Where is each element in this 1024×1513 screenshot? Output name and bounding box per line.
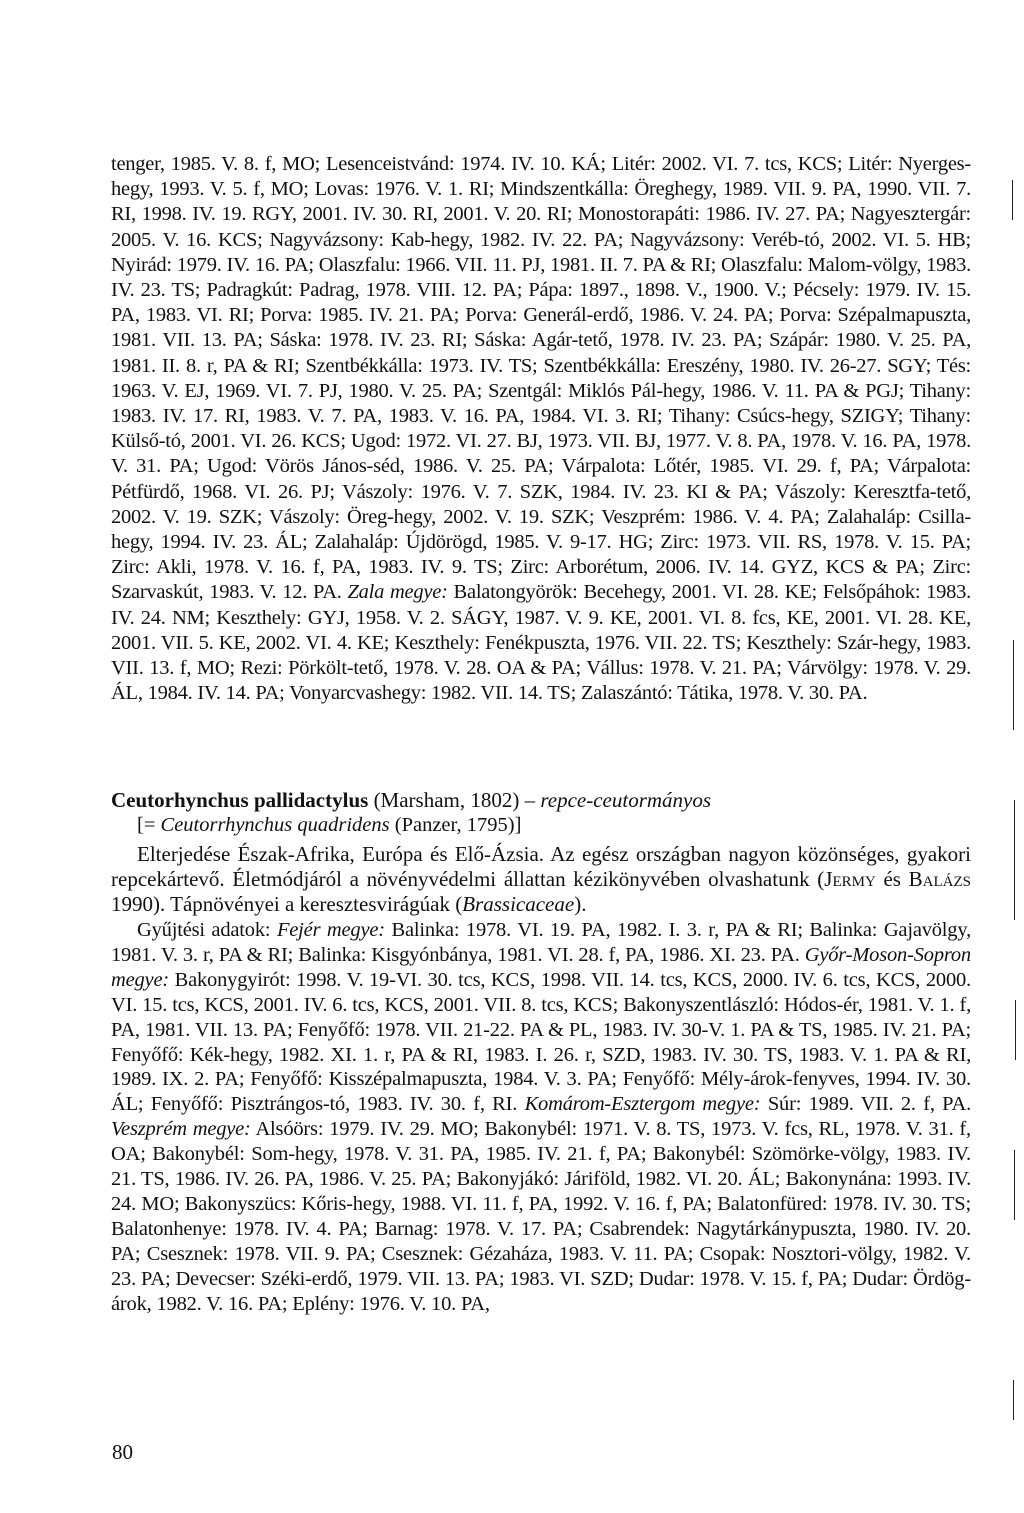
locality-records-paragraph: [111, 152, 971, 706]
page-number: 80: [112, 1440, 133, 1464]
synonym-author: (Panzer, 1795)]: [394, 814, 522, 837]
locality-records-zala: Balatongyörök: Becehegy, 2001. VI. 28. KE; Felsőpáhok: 1983. IV. 24. NM; Keszthely: GYJ, 1958. V. 2. SÁGY, 1987. V. 9. KE, 2001. VI. 8. fcs, KE, 2001. VI. 28. KE, 2001. VII. 5. KE, 2002. VI. 4. KE; Keszthely: Fenékpuszta, 1976. VII. 22. TS; Keszthely: Szár-hegy, 1983. VII. 13. f, MO; Rezi: Pörkölt-tető, 1978. V. 28. OA & PA; Vállus: 1978. V. 21. PA; Várvölgy: 1978. V. 29. ÁL, 1984. IV. 14. PA; Vonyarcvashegy: 1982. VII. 14. TS; Zalaszántó: Tátika, 1978. V. 30. PA.: [111, 581, 971, 705]
species-author: (Marsham, 1802) –: [373, 788, 536, 812]
locality-records-text: tenger, 1985. V. 8. f, MO; Lesenceistvánd: 1974. IV. 10. KÁ; Litér: 2002. VI. 7. tcs, KCS; Litér: Nyerges-hegy, 1993. V. 5. f, MO; Lovas: 1976. V. 1. RI; Mindszentkálla: Öreghegy, 1989. VII. 9. PA, 1990. VII. 7. RI, 1998. IV. 19. RGY, 2001. IV. 30. RI, 2001. V. 20. RI; Monostorapáti: 1986. IV. 27. PA; Nagyesztergár: 2005. V. 16. KCS; Nagyvázsony: Kab-hegy, 1982. IV. 22. PA; Nagyvázsony: Veréb-tó, 2002. VI. 5. HB; Nyirád: 1979. IV. 16. PA; Olaszfalu: 1966. VII. 11. PJ, 1981. II. 7. PA & RI; Olaszfalu: Malom-völgy, 1983. IV. 23. TS; Padragkút: Padrag, 1978. VIII. 12. PA; Pápa: 1897., 1898. V., 1900. V.; Pécsely: 1979. IV. 15. PA, 1983. VI. RI; Porva: 1985. IV. 21. PA; Porva: Generál-erdő, 1986. V. 24. PA; Porva: Szépalmapuszta, 1981. VII. 13. PA; Sáska: 1978. IV. 23. RI; Sáska: Agár-tető, 1978. IV. 23. PA; Szápár: 1980. V. 25. PA, 1981. II. 8. r, PA & RI; Szentbékkálla: 1973. IV. TS; Szentbékkálla: Ereszény, 1980. IV. 26-27. SGY; Tés: 1963. V. EJ, 1969. VI. 7. PJ, 1980. V. 25. PA; Szentgál: Miklós Pál-hegy, 1986. V. 11. PA & PGJ; Tihany: 1983. IV. 17. RI, 1983. V. 7. PA, 1983. V. 16. PA, 1984. VI. 3. RI; Tihany: Csúcs-hegy, SZIGY; Tihany: Külső-tó, 2001. VI. 26. KCS; Ugod: 1972. VI. 27. BJ, 1973. VII. BJ, 1977. V. 8. PA, 1978. V. 16. PA, 1978. V. 31. PA; Ugod: Vörös János-séd, 1986. V. 25. PA; Várpalota: Lőtér, 1985. VI. 29. f, PA; Várpalota: Pétfürdő, 1968. VI. 26. PJ; Vászoly: 1976. V. 7. SZK, 1984. IV. 23. KI & PA; Vászoly: Keresztfa-tető, 2002. V. 19. SZK; Vászoly: Öreg-hegy, 2002. V. 19. SZK; Veszprém: 1986. V. 4. PA; Zalahaláp: Csilla-hegy, 1994. IV. 23. ÁL; Zalahaláp: Újdörögd, 1985. V. 9-17. HG; Zirc: 1973. VII. RS, 1978. V. 15. PA; Zirc: Akli, 1978. V. 16. f, PA, 1983. IV. 9. TS; Zirc: Arborétum, 2006. IV. 14. GYZ, KCS & PA; Zirc: Szarvaskút, 1983. V. 12. PA.: [111, 153, 971, 604]
species-heading: [111, 788, 971, 838]
species-description: Elterjedése Észak-Afrika, Európa és Elő-Ázsia. Az egész országban nagyon közönséges, gyakori repcekártevő. Életmódjáról a növényvédelmi állattan kézikönyvében olvashatunk (Jermy és Balázs 1990). Tápnövényei a keresztesvirágúak (Brassicaceae).: [111, 842, 972, 917]
species-synonym: [= Ceutorrhynchus quadridens (Panzer, 1795)]: [137, 814, 522, 837]
species-common-name: repce-ceutormányos: [540, 788, 712, 812]
scan-edge-mark: [1012, 180, 1013, 220]
scan-edge-mark: [1015, 1000, 1016, 1060]
scan-edge-mark: [1014, 800, 1015, 920]
scan-edge-mark: [1013, 640, 1014, 730]
plant-family: Brassicaceae: [462, 892, 575, 917]
region-zala: Zala megye:: [347, 581, 448, 604]
synonym-name: Ceutorrhynchus quadridens: [160, 814, 390, 837]
reference-author: Balázs: [908, 867, 972, 892]
region-gyor: Győr-Moson-Sopron megye:: [111, 943, 971, 991]
region-veszprem: Veszprém megye:: [111, 1118, 251, 1141]
region-fejer: Fejér megye:: [276, 919, 385, 941]
reference-author: Jermy: [824, 867, 876, 892]
collection-label: Gyűjtési adatok:: [137, 919, 271, 941]
collection-data: Gyűjtési adatok: Fejér megye: Balinka: 1978. VI. 19. PA, 1982. I. 3. r, PA & RI; Balinka: Gajavölgy, 1981. V. 3. r, PA & RI; Balinka: Kisgyónbánya, 1981. VI. 28. f, PA, 1986. XI. 23. PA. Győr-Moson-Sopron megye: Bakonygyirót: 1998. V. 19-VI. 30. tcs, KCS, 1998. VII. 14. tcs, KCS, 2000. IV. 6. tcs, KCS, 2000. VI. 15. tcs, KCS, 2001. IV. 6. tcs, KCS, 2001. VII. 8. tcs, KCS; Bakonyszentlászló: Hódos-ér, 1981. V. 1. f, PA, 1981. VII. 13. PA; Fenyőfő: 1978. VII. 21-22. PA & PL, 1983. IV. 30-V. 1. PA & TS, 1985. IV. 21. PA; Fenyőfő: Kék-hegy, 1982. XI. 1. r, PA & RI, 1983. I. 26. r, SZD, 1983. IV. 30. TS, 1983. V. 1. PA & RI, 1989. IX. 2. PA; Fenyőfő: Kisszépalmapuszta, 1984. V. 3. PA; Fenyőfő: Mély-árok-fenyves, 1994. IV. 30. ÁL; Fenyőfő: Pisztrángos-tó, 1983. IV. 30. f, RI. Komárom-Esztergom megye: Súr: 1989. VII. 2. f, PA. Veszprém megye: Alsóörs: 1979. IV. 29. MO; Bakonybél: 1971. V. 8. TS, 1973. V. fcs, RL, 1978. V. 31. f, OA; Bakonybél: Som-hegy, 1978. V. 31. PA, 1985. IV. 21. f, PA; Bakonybél: Szömörke-völgy, 1983. IV. 21. TS, 1986. IV. 26. PA, 1986. V. 25. PA; Bakonyjákó: Járiföld, 1982. VI. 20. ÁL; Bakonynána: 1993. IV. 24. MO; Bakonyszücs: Kőris-hegy, 1988. VI. 11. f, PA, 1992. V. 16. f, PA; Balatonfüred: 1978. IV. 30. TS; Balatonhenye: 1978. IV. 4. PA; Barnag: 1978. V. 17. PA; Csabrendek: Nagytárkánypuszta, 1980. IV. 20. PA; Csesznek: 1978. VII. 9. PA; Csesznek: Gézaháza, 1983. V. 11. PA; Csopak: Nosztori-völgy, 1982. V. 23. PA; Devecser: Széki-erdő, 1979. VII. 13. PA; 1983. VI. SZD; Dudar: 1978. V. 15. f, PA; Dudar: Ördög-árok, 1982. V. 16. PA; Eplény: 1976. V. 10. PA,: [111, 919, 972, 1315]
scan-edge-mark: [1014, 1150, 1015, 1220]
species-name: Ceutorhynchus pallidactylus: [111, 788, 369, 812]
region-komarom: Komárom-Esztergom megye:: [524, 1093, 761, 1116]
scan-edge-mark: [1013, 1380, 1014, 1420]
